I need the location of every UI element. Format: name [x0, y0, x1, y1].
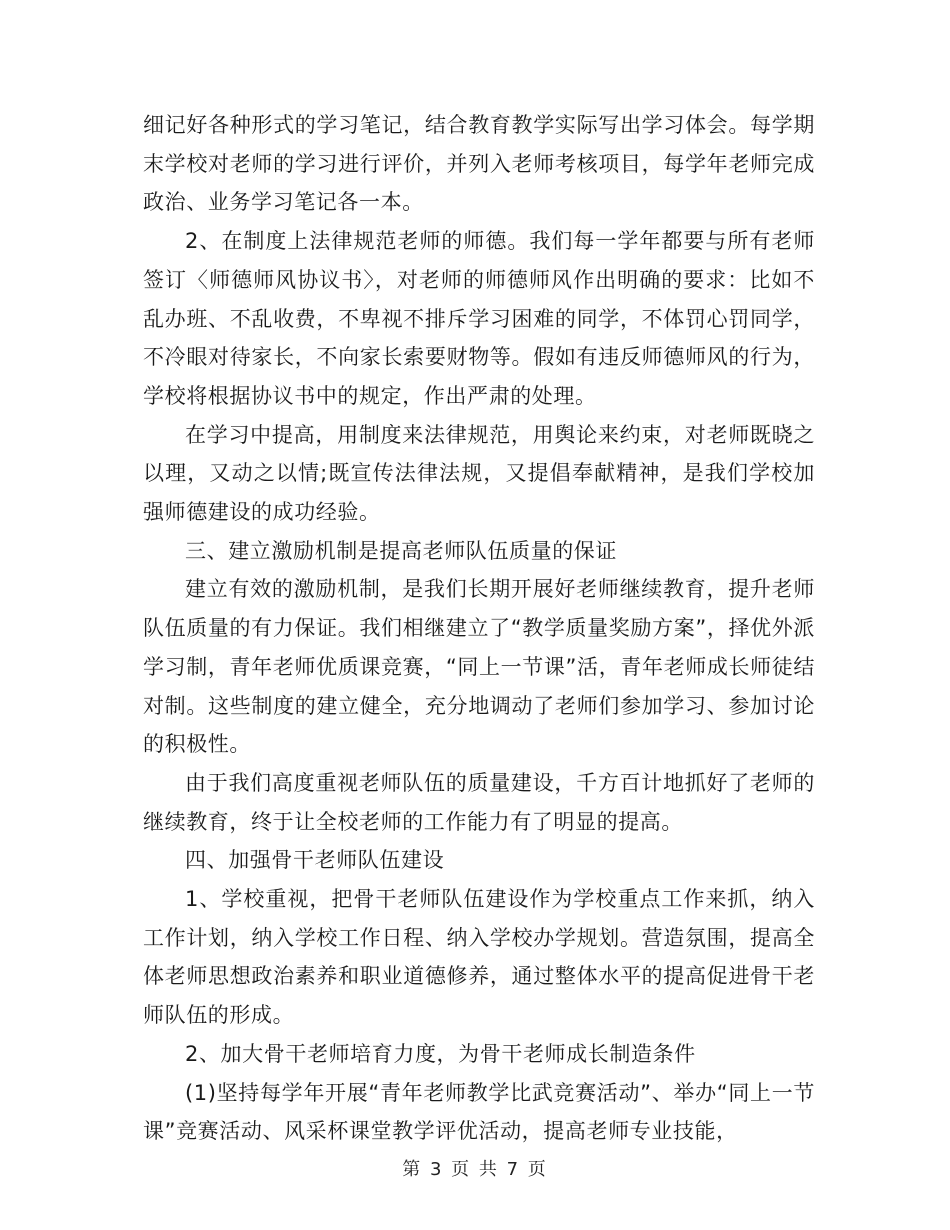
paragraph: 细记好各种形式的学习笔记，结合教育教学实际写出学习体会。每学期末学校对老师的学习进行评价，并列入老师考核项目，每学年老师完成政治、业务学习笔记各一本。: [143, 113, 815, 215]
paragraph: 建立有效的激励机制，是我们长期开展好老师继续教育，提升老师队伍质量的有力保证。我们相继建立了“教学质量奖励方案”，择优外派学习制，青年老师优质课竞赛，“同上一节课”活，青年老师成长师徒结对制。这些制度的建立健全，充分地调动了老师们参加学习、参加讨论的积极性。: [143, 577, 815, 757]
paragraph: 在学习中提高，用制度来法律规范，用舆论来约束，对老师既晓之以理，又动之以情;既宣传法律法规，又提倡奉献精神，是我们学校加强师德建设的成功经验。: [143, 422, 815, 525]
document-body: [143, 106, 815, 1151]
paragraph: 2、在制度上法律规范老师的师德。我们每一学年都要与所有老师签订〈师德师风协议书〉，对老师的师德师风作出明确的要求：比如不乱办班、不乱收费，不卑视不排斥学习困难的同学，不体罚心罚同学，不冷眼对待家长，不向家长索要财物等。假如有违反师德师风的行为，学校将根据协议书中的规定，作出严肃的处理。: [143, 229, 815, 408]
paragraph: 1、学校重视，把骨干老师队伍建设作为学校重点工作来抓，纳入工作计划，纳入学校工作日程、纳入学校办学规划。营造氛围，提高全体老师思想政治素养和职业道德修养，通过整体水平的提高促进骨干老师队伍的形成。: [143, 887, 815, 1028]
section-heading: 四、加强骨干老师队伍建设: [185, 848, 445, 873]
paragraph: 由于我们高度重视老师队伍的质量建设，千方百计地抓好了老师的继续教育，终于让全校老师的工作能力有了明显的提高。: [143, 770, 815, 834]
page-number-footer: 第 3 页 共 7 页: [402, 1159, 548, 1180]
paragraph: 2、加大骨干老师培育力度，为骨干老师成长制造条件: [185, 1041, 696, 1066]
paragraph: (1)坚持每学年开展“青年老师教学比武竞赛活动”、举办“同上一节课”竞赛活动、风采杯课堂教学评优活动，提高老师专业技能，: [143, 1080, 815, 1144]
section-heading: 三、建立激励机制是提高老师队伍质量的保证: [185, 538, 617, 563]
